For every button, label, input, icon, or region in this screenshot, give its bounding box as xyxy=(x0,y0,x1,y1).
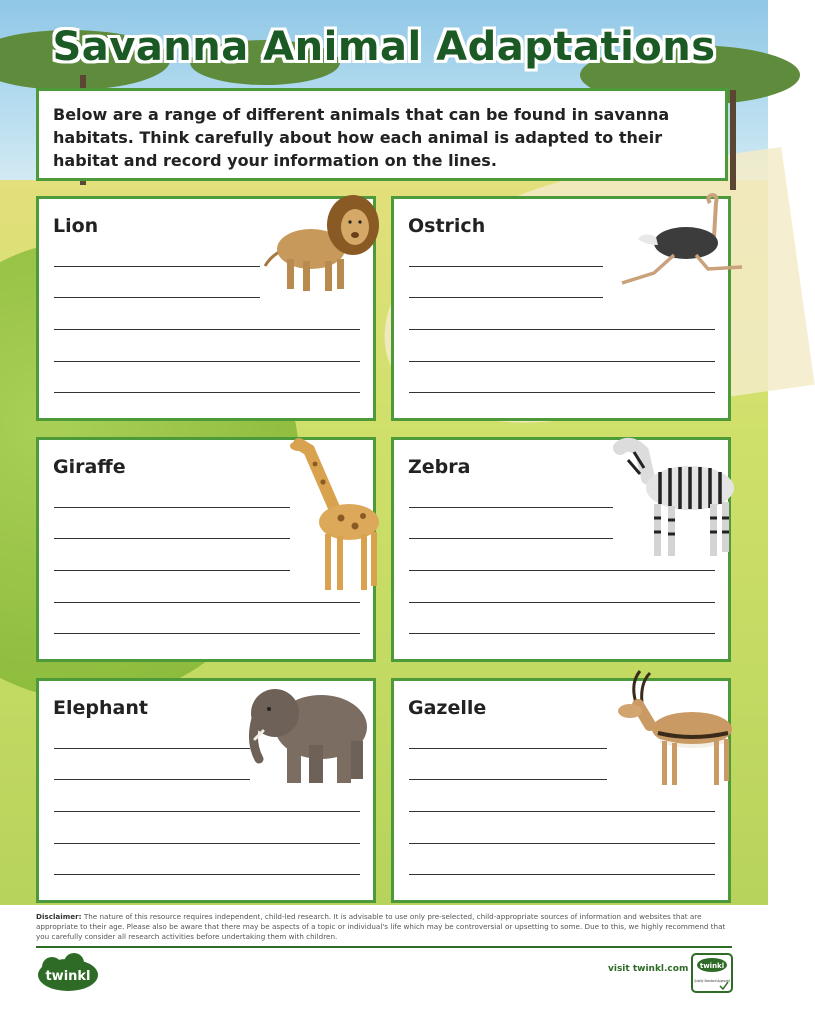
animal-card-elephant xyxy=(36,678,376,903)
writing-line xyxy=(54,392,360,393)
writing-line xyxy=(409,602,715,603)
animal-name: Giraffe xyxy=(53,456,126,478)
disclaimer-label: Disclaimer: xyxy=(36,912,82,921)
writing-line xyxy=(54,570,290,571)
writing-line xyxy=(409,779,607,780)
quality-badge xyxy=(690,952,734,994)
disclaimer-text: The nature of this resource requires independent, child-led research. It is advisable to use only pre-selected, child-appropriate sources of information and websites that are appropriate to their age. Please also be aware that there may be aspects of a topic or individual's life which may be controversial or upsetting to some. Due to this, we highly recommend that you carefully consider all research activities before undertaking them with children. xyxy=(36,912,726,941)
animal-name: Lion xyxy=(53,215,99,237)
writing-line xyxy=(54,602,360,603)
disclaimer xyxy=(36,912,736,942)
writing-line xyxy=(409,811,715,812)
writing-line xyxy=(409,570,715,571)
animal-card-lion xyxy=(36,196,376,421)
writing-line xyxy=(409,748,607,749)
writing-line xyxy=(54,633,360,634)
writing-line xyxy=(409,874,715,875)
instructions-box: Below are a range of different animals that can be found in savanna habitats. Think carefully about how each animal is adapted to their habitat and record your information on the lines. xyxy=(36,88,728,181)
writing-line xyxy=(409,329,715,330)
footer-divider xyxy=(36,946,732,948)
writing-line xyxy=(409,538,613,539)
lion-illustration xyxy=(261,191,381,301)
animal-card-ostrich xyxy=(391,196,731,421)
badge-subtext: Quality Standard Approved xyxy=(694,979,730,983)
writing-line xyxy=(54,361,360,362)
writing-line xyxy=(54,843,360,844)
page-title: Savanna Animal Adaptations xyxy=(52,24,716,70)
tree-trunk xyxy=(730,90,736,190)
writing-line xyxy=(409,266,603,267)
writing-line xyxy=(54,779,250,780)
writing-line xyxy=(54,507,290,508)
twinkl-logo-text: twinkl xyxy=(45,969,91,984)
animal-name: Elephant xyxy=(53,697,148,719)
writing-line xyxy=(54,297,260,298)
writing-line xyxy=(409,392,715,393)
visit-link[interactable]: visit twinkl.com xyxy=(608,964,689,974)
gazelle-illustration xyxy=(610,669,738,793)
writing-line xyxy=(54,748,250,749)
animal-card-gazelle xyxy=(391,678,731,903)
writing-line xyxy=(409,633,715,634)
writing-line xyxy=(409,297,603,298)
writing-line xyxy=(409,843,715,844)
writing-line xyxy=(409,507,613,508)
writing-line xyxy=(409,361,715,362)
writing-line xyxy=(54,874,360,875)
animal-name: Ostrich xyxy=(408,215,486,237)
writing-line xyxy=(54,538,290,539)
writing-line xyxy=(54,329,360,330)
writing-line xyxy=(54,266,260,267)
giraffe-illustration xyxy=(285,436,385,594)
elephant-illustration xyxy=(243,681,371,785)
animal-card-giraffe xyxy=(36,437,376,662)
animal-name: Gazelle xyxy=(408,697,487,719)
animal-card-zebra xyxy=(391,437,731,662)
twinkl-logo xyxy=(36,953,100,993)
badge-title: twinkl xyxy=(699,962,725,970)
writing-line xyxy=(54,811,360,812)
ostrich-illustration xyxy=(614,193,744,293)
zebra-illustration xyxy=(614,438,739,563)
animal-name: Zebra xyxy=(408,456,471,478)
